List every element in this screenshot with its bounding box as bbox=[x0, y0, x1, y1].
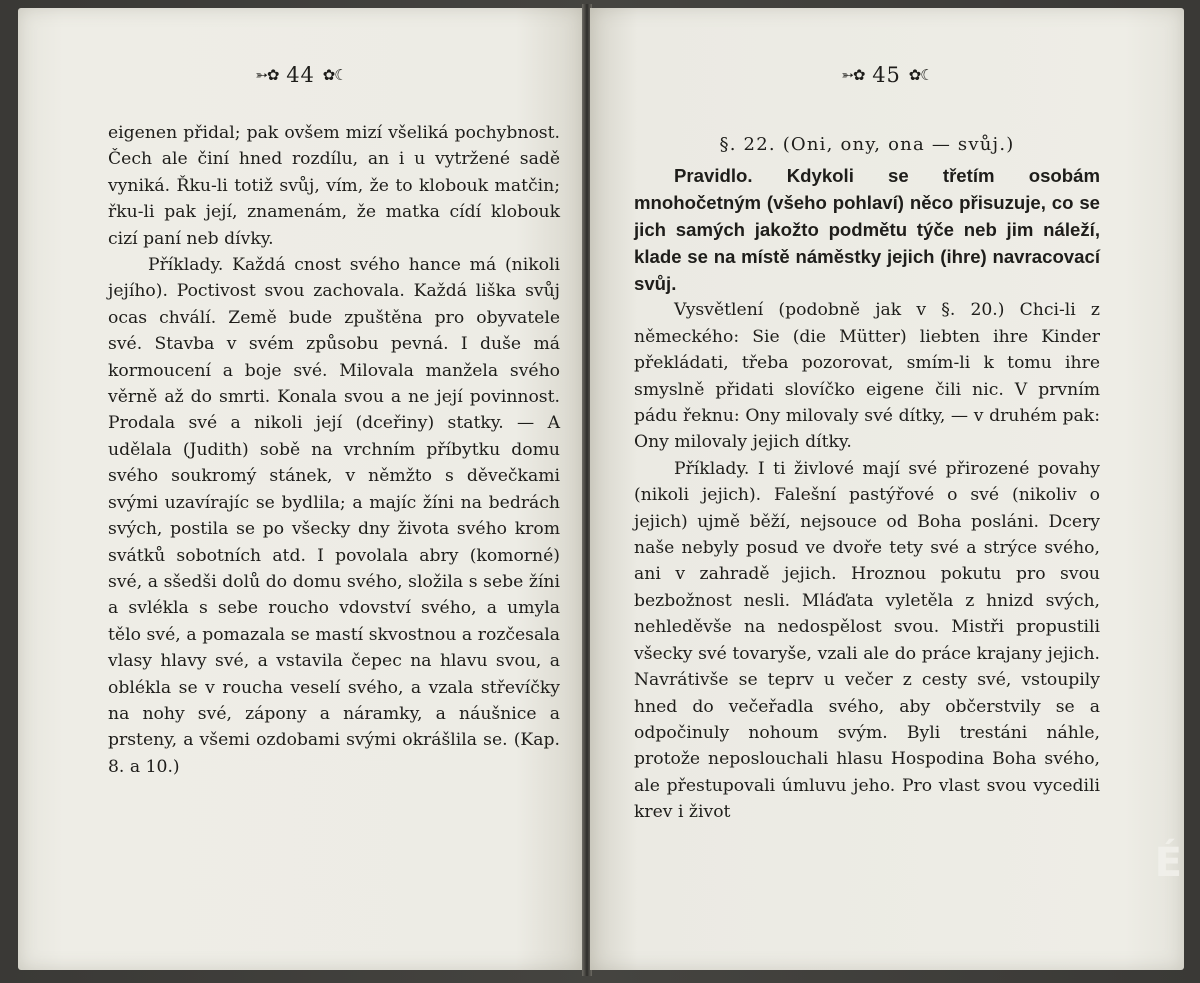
right-page-text bbox=[634, 132, 1100, 826]
ornament-left-icon: ➳✿ bbox=[255, 66, 279, 84]
page-number-left bbox=[18, 63, 584, 87]
page-number-right-value: 45 bbox=[872, 63, 901, 87]
examples-paragraph: Příklady. I ti živlové mají své přirozené povahy (nikoli jejich). Falešní pastýřové o své (nikoliv o jejich) ujmě běží, nejsouce od Boha posláni. Dcery naše nebyly posud ve dvoře tety své a strýce svého, ani v zahradě jejich. Hroznou pokutu pro svou bezbožnost nesli. Mláďata vyletěla z hnizd svých, nehleděvše na nedospělost svou. Mistři propustili všecky své tovaryše, vzali ale do práce krajany jejich. Navrátivše se teprv u večer z cesty své, vstoupily hned do večeřadla svého, aby občerstvily se a odpočinuly nohoum svým. Byli trestáni náhle, protože neposlouchali hlasu Hospodina Boha svého, ale přestupovali úmluvu jeho. Pro vlast svou vycedili krev i život bbox=[634, 458, 1100, 823]
edge-mark: É bbox=[1154, 840, 1182, 886]
ornament-right-icon: ✿☾ bbox=[908, 66, 933, 84]
rule-paragraph: Pravidlo. Kdykoli se třetím osobám mnohočetným (všeho pohlaví) něco přisuzuje, co se jich samých jakožto podmětu týče neb jim náleží, klade se na místě náměstky jejich (ihre) navracovací svůj. bbox=[634, 165, 1100, 295]
explanation-paragraph: Vysvětlení (podobně jak v §. 20.) Chci-li z německého: Sie (die Mütter) liebten ihre Kinder překládati, třeba pozorovat, smím-li k tomu ihre smyslně přidati slovíčko eigene čili nic. V prvním pádu řeknu: Ony milovaly své dítky, — v druhém pak: Ony milovaly jejich dítky. bbox=[634, 300, 1100, 453]
left-paragraph-1: eigenen přidal; pak ovšem mizí všeliká pochybnost. Čech ale činí hned rozdílu, an i u vytržené sadě vyniká. Řku-li totiž svůj, vím, že to klobouk matčin; řku-li pak její, znamenám, že matka cídí klobouk cizí paní neb dívky. bbox=[108, 123, 560, 249]
right-page bbox=[590, 8, 1184, 970]
ornament-left-icon: ➳✿ bbox=[841, 66, 865, 84]
section-heading: §. 22. (Oni, ony, ona — svůj.) bbox=[719, 134, 1015, 155]
left-page bbox=[18, 8, 584, 970]
left-page-text bbox=[108, 120, 560, 780]
page-number-left-value: 44 bbox=[286, 63, 315, 87]
ornament-right-icon: ✿☾ bbox=[322, 66, 347, 84]
page-number-right bbox=[590, 63, 1184, 87]
left-paragraph-2: Příklady. Každá cnost svého hance má (nikoli jejího). Poctivost svou zachovala. Každá liška svůj ocas chválí. Země bude zpuštěna pro obyvatele své. Stavba v svém způsobu pevná. I duše má kormoucení a boje své. Milovala manžela svého věrně až do smrti. Konala svou a ne její povinnost. Prodala své a nikoli její (dceřiny) statky. — A udělala (Judith) sobě na vrchním příbytku domu svého soukromý stánek, v němžto s děvečkami svými uzavírajíc se bydlila; a majíc žíni na bedrách svých, postila se po všecky dny života svého krom svátků sobotních atd. I povolala abry (komorné) své, a sšedši dolů do domu svého, složila s sebe žíni a svlékla s sebe roucho vdovství svého, a umyla tělo své, a pomazala se mastí skvostnou a rozčesala vlasy hlavy své, a vstavila čepec na hlavu svou, a oblékla se v roucha veselí svého, a vzala střevíčky na nohy své, zápony a náramky, a náušnice a prsteny, a všemi ozdobami svými okrášlila se. (Kap. 8. a 10.) bbox=[108, 255, 560, 777]
